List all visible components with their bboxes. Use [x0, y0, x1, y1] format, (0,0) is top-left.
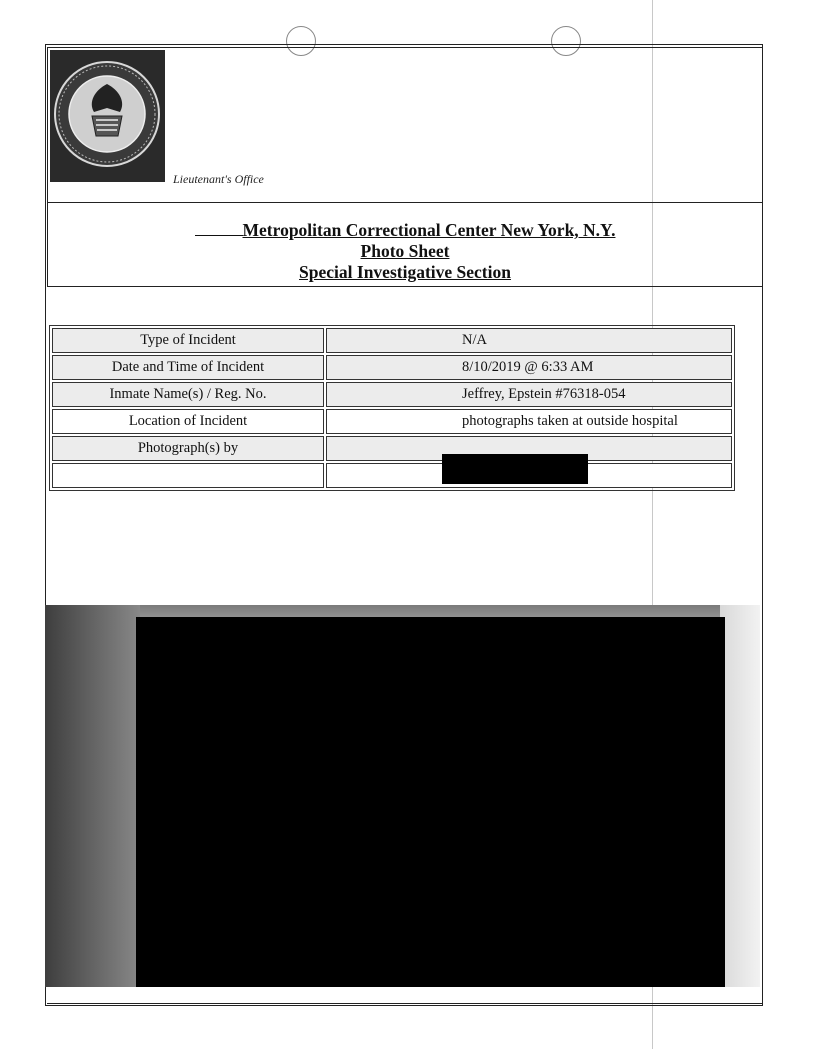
photo-left-region: [45, 605, 140, 987]
table-row-incident-type: [52, 328, 732, 353]
page-bottom-border: [47, 1003, 763, 1004]
table-row-empty: [52, 463, 732, 488]
document-title: [47, 220, 763, 283]
redaction-bar-photographer: [442, 454, 588, 484]
table-label: Date and Time of Incident: [52, 355, 324, 380]
photo-right-region: [720, 605, 760, 987]
table-value: Jeffrey, Epstein #76318-054: [326, 382, 732, 407]
table-label: Type of Incident: [52, 328, 324, 353]
table-label: Photograph(s) by: [52, 436, 324, 461]
table-label: [52, 463, 324, 488]
table-label: Inmate Name(s) / Reg. No.: [52, 382, 324, 407]
table-label: Location of Incident: [52, 409, 324, 434]
table-row-inmate: [52, 382, 732, 407]
table-row-datetime: [52, 355, 732, 380]
incident-info-table: [49, 325, 735, 491]
title-line-3: Special Investigative Section: [299, 262, 511, 282]
table-row-photographer: [52, 436, 732, 461]
table-value: photographs taken at outside hospital: [326, 409, 732, 434]
doj-bop-seal: [50, 50, 165, 182]
evidence-photograph: [45, 605, 760, 987]
header-divider: [47, 202, 763, 203]
title-line-2: Photo Sheet: [360, 241, 450, 261]
office-label: Lieutenant's Office: [173, 172, 264, 186]
title-underline-lead: [195, 221, 243, 236]
redaction-bar-photo: [136, 617, 725, 987]
title-line-1: Metropolitan Correctional Center New York, N.Y.: [242, 220, 616, 240]
table-value: N/A: [326, 328, 732, 353]
table-row-location: [52, 409, 732, 434]
table-value: 8/10/2019 @ 6:33 AM: [326, 355, 732, 380]
